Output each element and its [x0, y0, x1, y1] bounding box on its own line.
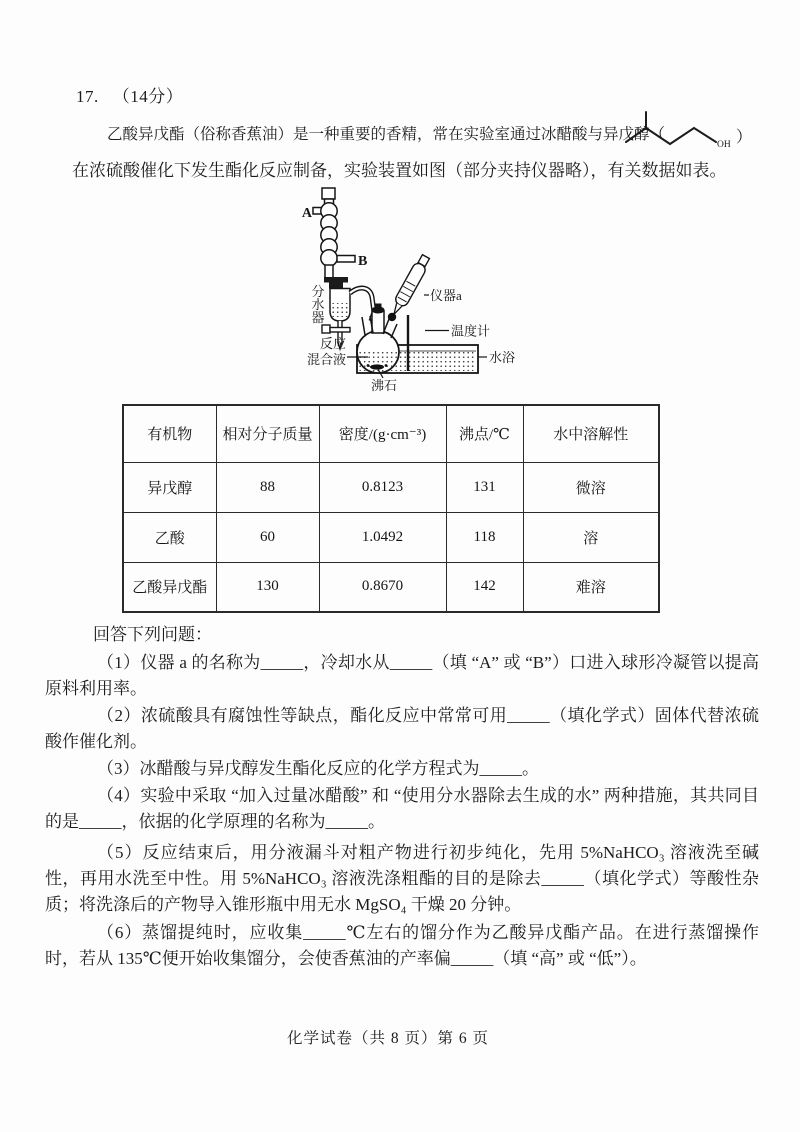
flask-center-neck — [372, 311, 384, 333]
isoamyl-alcohol-structure — [612, 106, 738, 156]
question-6: （6）蒸馏提纯时，应收集_____℃左右的馏分作为乙酸异戊酯产品。在进行蒸馏操作时，若从 135℃便开始收集馏分，会使香蕉油的产率偏_____（填 “高” 或 “低”）。 — [45, 923, 759, 968]
methyl-left-bond — [626, 128, 646, 142]
cell-density: 0.8123 — [319, 462, 446, 512]
table-header-row — [123, 405, 659, 462]
ball-condenser — [313, 188, 355, 278]
cell-solubility: 溶 — [523, 512, 659, 562]
question-5: （5）反应结束后，用分液漏斗对粗产物进行初步纯化，先用 5%NaHCO₃ 溶液洗至碱性，再用水洗至中性。用 5%NaHCO₃ 溶液洗涤粗酯的目的是除去_____（填化学式）等酸性杂质；将洗涤后的产物导入锥形瓶中用无水 MgSO₄ 干燥 20 分钟。 — [45, 843, 759, 914]
boiling-stones-label: 沸石 — [371, 378, 398, 393]
stopcock-handle — [322, 325, 330, 333]
col-header-molar-mass: 相对分子质量 — [216, 405, 319, 462]
question-number-line — [76, 82, 183, 107]
instrument-a-label: 仪器a — [430, 288, 462, 303]
joint-clamp — [324, 277, 348, 283]
cell-boiling-point: 118 — [446, 512, 523, 562]
center-neck-stopper-top — [375, 304, 382, 311]
cell-substance: 乙酸 — [123, 512, 216, 562]
condenser-bulb — [321, 250, 337, 266]
cell-boiling-point: 131 — [446, 462, 523, 512]
question-1: （1）仪器 a 的名称为_____，冷却水从_____（填 “A” 或 “B”）口进入球形冷凝管以提高原料利用率。 — [45, 653, 759, 698]
col-header-solubility: 水中溶解性 — [523, 405, 659, 462]
condenser-bottom-tube — [325, 265, 333, 278]
separator-label-char3: 器 — [311, 310, 325, 325]
port-a-label: A — [301, 206, 312, 221]
cell-density: 1.0492 — [319, 512, 446, 562]
instrument-a — [388, 253, 431, 317]
properties-table — [122, 404, 660, 613]
condenser-port-b-stub — [337, 256, 355, 263]
cell-substance: 乙酸异戊酯 — [123, 562, 216, 612]
cell-density: 0.8670 — [319, 562, 446, 612]
water-bath-label: 水浴 — [489, 350, 516, 365]
cell-molar-mass: 60 — [216, 512, 319, 562]
separator-label-char2: 水 — [311, 297, 325, 312]
question-2: （2）浓硫酸具有腐蚀性等缺点，酯化反应中常常可用_____（填化学式）固体代替浓硫酸作催化剂。 — [45, 706, 759, 751]
intro-line-1: 乙酸异戊酯（俗称香蕉油）是一种重要的香精，常在实验室通过冰醋酸与异戊醇（ — [107, 126, 666, 143]
col-header-substance: 有机物 — [123, 405, 216, 462]
instrument-a-connector — [388, 313, 396, 321]
table-row — [123, 462, 659, 512]
water-separator-liquid — [332, 303, 348, 317]
col-header-density: 密度/(g·cm⁻³) — [319, 405, 446, 462]
table-row — [123, 512, 659, 562]
cell-boiling-point: 142 — [446, 562, 523, 612]
mixture-label-line1: 反应 — [319, 336, 346, 351]
questions-prompt: 回答下列问题： — [93, 625, 212, 644]
separator-label-char1: 分 — [311, 284, 325, 299]
boiling-stone-dot — [385, 364, 388, 367]
mixture-label-line2: 混合液 — [306, 352, 346, 367]
boiling-stones — [370, 364, 384, 369]
apparatus-diagram — [278, 185, 543, 400]
instrument-a-body — [394, 261, 428, 308]
condenser-top-opening — [322, 188, 335, 199]
cell-solubility: 微溶 — [523, 462, 659, 512]
cell-molar-mass: 130 — [216, 562, 319, 612]
thermometer-label: 温度计 — [451, 323, 491, 339]
stopcock-bar — [330, 328, 350, 333]
page-footer: 化学试卷（共 8 页）第 6 页 — [286, 1030, 489, 1047]
table-row — [123, 562, 659, 612]
intro-close-paren: ） — [736, 129, 753, 146]
boiling-stone-dot — [367, 364, 370, 367]
cell-molar-mass: 88 — [216, 462, 319, 512]
col-header-boiling-point: 沸点/℃ — [446, 405, 523, 462]
joint-stopper — [329, 283, 343, 289]
question-number: 17. — [76, 87, 99, 106]
question-4: （4）实验中采取 “加入过量冰醋酸” 和 “使用分水器除去生成的水” 两种措施，其共同目的是_____，依据的化学原理的名称为_____。 — [45, 786, 759, 831]
cell-substance: 异戊醇 — [123, 462, 216, 512]
hydroxyl-label: OH — [717, 140, 731, 150]
cell-solubility: 难溶 — [523, 562, 659, 612]
question-score: （14分） — [112, 87, 184, 106]
question-3: （3）冰醋酸与异戊醇发生酯化反应的化学方程式为_____。 — [97, 759, 539, 778]
carbon-chain-bonds — [646, 128, 716, 144]
port-b-label: B — [358, 254, 368, 269]
intro-line-2: 在浓硫酸催化下发生酯化反应制备，实验装置如图（部分夹持仪器略），有关数据如表。 — [72, 161, 727, 180]
